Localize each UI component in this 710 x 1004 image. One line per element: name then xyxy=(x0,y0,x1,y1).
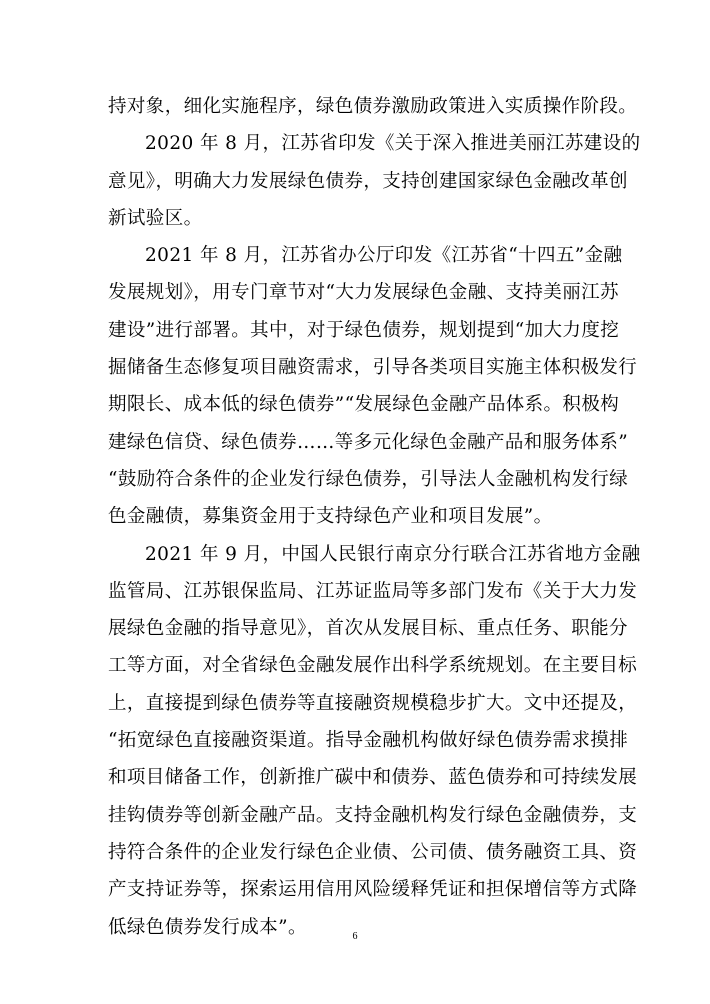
text-line-17: 上，直接提到绿色债券等直接融资规模稳步扩大。文中还提及， xyxy=(108,692,638,714)
text-line-16: 工等方面，对全省绿色金融发展作出科学系统规划。在主要目标 xyxy=(108,655,638,677)
text-line-19: 和项目储备工作，创新推广碳中和债券、蓝色债券和可持续发展 xyxy=(108,767,638,789)
text-line-2: 2020 年 8 月，江苏省印发《关于深入推进美丽江苏建设的 xyxy=(145,133,641,155)
text-line-4: 新试验区。 xyxy=(108,207,203,229)
text-line-14: 监管局、江苏银保监局、江苏证监局等多部门发布《关于大力发 xyxy=(108,580,638,602)
text-line-10: 建绿色信贷、绿色债券……等多元化绿色金融产品和服务体系” xyxy=(108,431,629,453)
page-number: 6 xyxy=(352,931,358,942)
text-line-1: 持对象，细化实施程序，绿色债券激励政策进入实质操作阶段。 xyxy=(108,96,638,117)
text-line-6: 发展规划》，用专门章节对“大力发展绿色金融、支持美丽江苏 xyxy=(108,282,619,304)
text-line-5: 2021 年 8 月，江苏省办公厅印发《江苏省“十四五”金融 xyxy=(145,245,623,267)
text-line-21: 持符合条件的企业发行绿色企业债、公司债、债务融资工具、资 xyxy=(108,841,638,863)
text-line-23: 低绿色债券发行成本”。 xyxy=(108,916,307,938)
text-line-22: 产支持证券等，探索运用信用风险缓释凭证和担保增信等方式降 xyxy=(108,879,638,901)
body-text xyxy=(108,88,641,946)
text-line-11: “鼓励符合条件的企业发行绿色债券，引导法人金融机构发行绿 xyxy=(108,468,629,490)
text-line-9: 期限长、成本低的绿色债券”“发展绿色金融产品体系。积极构 xyxy=(108,394,620,416)
text-line-15: 展绿色金融的指导意见》，首次从发展目标、重点任务、职能分 xyxy=(108,618,628,640)
text-line-20: 挂钩债券等创新金融产品。支持金融机构发行绿色金融债券，支 xyxy=(108,804,638,826)
text-line-7: 建设”进行部署。其中，对于绿色债券，规划提到“加大力度挖 xyxy=(108,319,620,341)
text-line-3: 意见》，明确大力发展绿色债券，支持创建国家绿色金融改革创 xyxy=(108,170,628,192)
text-line-8: 掘储备生态修复项目融资需求，引导各类项目实施主体积极发行 xyxy=(108,357,638,379)
text-line-18: “拓宽绿色直接融资渠道。指导金融机构做好绿色债券需求摸排 xyxy=(108,730,629,752)
text-line-12: 色金融债，募集资金用于支持绿色产业和项目发展”。 xyxy=(108,506,553,528)
text-line-13: 2021 年 9 月，中国人民银行南京分行联合江苏省地方金融 xyxy=(145,543,641,565)
